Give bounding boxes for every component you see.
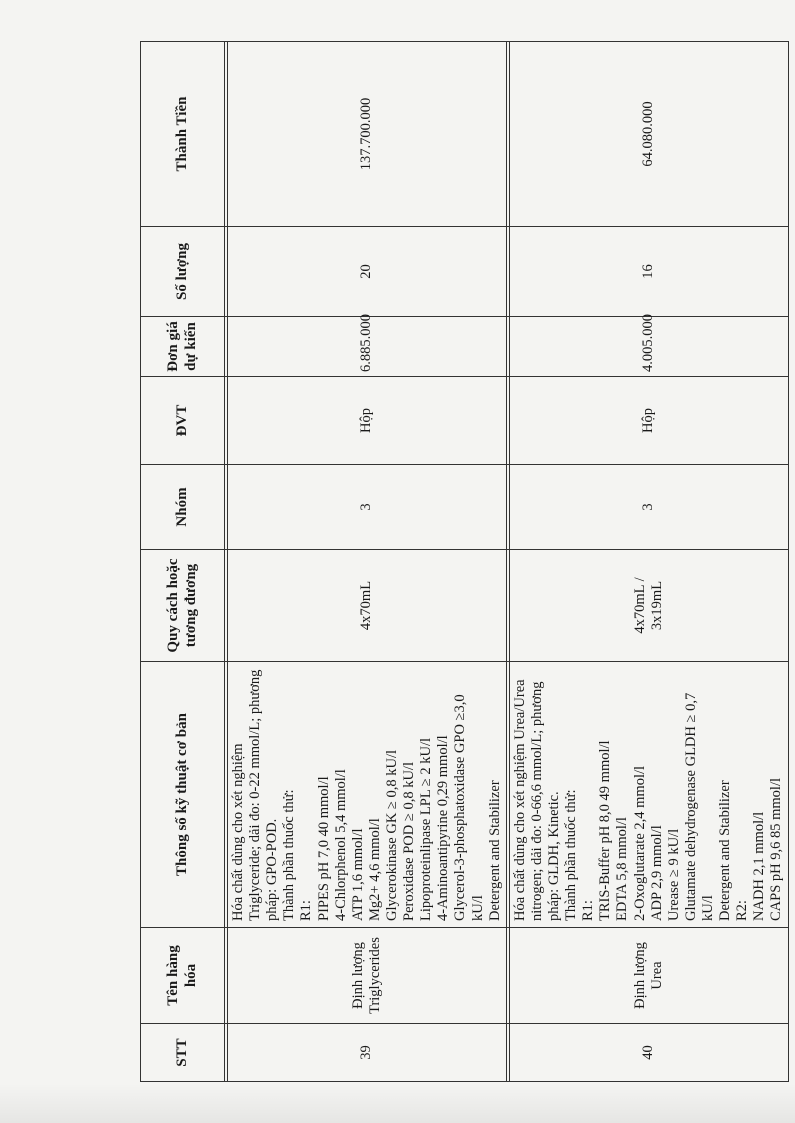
row-39-spec (228, 662, 507, 928)
row-40-pack: 4x70mL / 3x19mL (509, 550, 788, 662)
spec-line: PIPES pH 7,0 40 mmol/l (315, 776, 332, 921)
spec-line: ATP 1,6 mmol/l (349, 828, 366, 921)
page-bottom-shadow (0, 1083, 795, 1123)
row-39-price: 6.885.000 (228, 317, 507, 377)
spec-line: 4-Aminoantipyrine 0,29 mmol/l (435, 735, 452, 921)
header-price: Đơn giá dự kiến (141, 317, 225, 377)
spec-line: Mg2+ 4,6 mmol/l (366, 818, 383, 921)
row-40-group: 3 (509, 465, 788, 550)
spec-line: Hóa chất dùng cho xét nghiệm Urea/Urea nitrogen; dải đo: 0-66,6 mmol/L; phương pháp: GLDH, Kinetic. (511, 679, 562, 921)
row-39-stt: 39 (228, 1024, 507, 1082)
spec-line: R2: (734, 900, 751, 921)
row-40-qty: 16 (509, 227, 788, 317)
header-spec: Thông số kỹ thuật cơ bản (141, 662, 225, 928)
row-39-name: Định lượng Triglycerides (228, 928, 507, 1024)
row-39-qty: 20 (228, 227, 507, 317)
spec-line: Detergent and Stabilizer (717, 780, 734, 921)
row-39-unit: Hộp (228, 377, 507, 465)
row-39-total: 137.700.000 (228, 42, 507, 227)
row-39-pack: 4x70mL (228, 550, 507, 662)
spec-line: 2-Oxoglutarate 2,4 mmol/l (631, 765, 648, 921)
spec-line: Thành phần thuốc thử: (563, 789, 580, 921)
row-40-name: Định lượng Urea (509, 928, 788, 1024)
table-row (509, 42, 788, 1082)
spec-line: Hóa chất dùng cho xét nghiệm Triglyceride; dải đo: 0-22 mmol/L; phương pháp: GPO-POD. (230, 669, 281, 921)
spec-line: 4-Chlorphenol 5,4 mmol/l (332, 769, 349, 921)
spec-line: ADP 2,9 mmol/l (648, 825, 665, 921)
row-39-group: 3 (228, 465, 507, 550)
row-40-stt: 40 (509, 1024, 788, 1082)
spec-line: EDTA 5,8 mmol/l (614, 817, 631, 921)
spec-line: Lipoproteinlipase LPL ≥ 2 kU/l (418, 737, 435, 921)
header-unit: ĐVT (141, 377, 225, 465)
spec-line: CAPS pH 9,6 85 mmol/l (768, 777, 785, 921)
row-40-spec (509, 662, 788, 928)
header-total: Thành Tiền (141, 42, 225, 227)
header-group: Nhóm (141, 465, 225, 550)
spec-line: Detergent and Stabilizer (486, 780, 503, 921)
row-40-unit: Hộp (509, 377, 788, 465)
table-row (228, 42, 507, 1082)
spec-line: Urease ≥ 9 kU/l (665, 828, 682, 921)
header-pack: Quy cách hoặc tương đương (141, 550, 225, 662)
row-40-total: 64.080.000 (509, 42, 788, 227)
spec-line: R1: (298, 900, 315, 921)
spec-line: Peroxidase POD ≥ 0,8 kU/l (401, 762, 418, 921)
spec-line: Glycerol-3-phosphatoxidase GPO ≥3,0 kU/l (452, 694, 486, 921)
rotated-table-container (140, 42, 785, 1082)
spec-line: Thành phần thuốc thử: (281, 789, 298, 921)
table-header-row (141, 42, 225, 1082)
header-name: Tên hàng hóa (141, 928, 225, 1024)
spec-line: NADH 2,1 mmol/l (751, 811, 768, 921)
spec-line: R1: (580, 900, 597, 921)
spec-line: Glutamate dehydrogenase GLDH ≥ 0,7 kU/l (682, 692, 716, 921)
row-40-price: 4.005.000 (509, 317, 788, 377)
spec-line: TRIS-Buffer pH 8,0 49 mmol/l (597, 740, 614, 921)
procurement-table (140, 41, 789, 1082)
header-stt: STT (141, 1024, 225, 1082)
spec-line: Glycerokinase GK ≥ 0,8 kU/l (383, 749, 400, 921)
header-qty: Số lượng (141, 227, 225, 317)
